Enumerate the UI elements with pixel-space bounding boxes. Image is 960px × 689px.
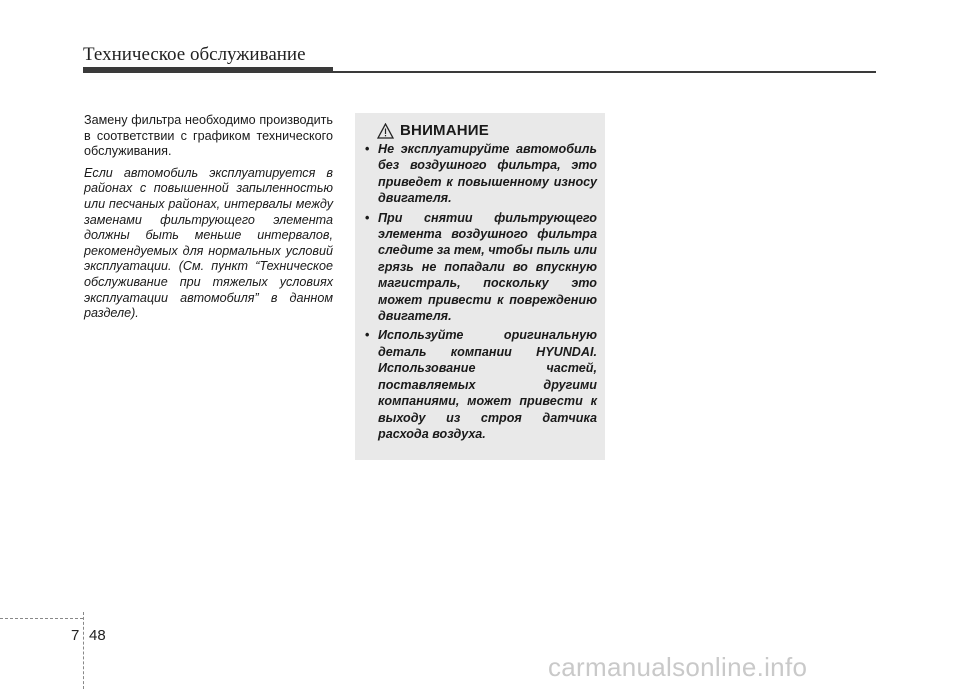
watermark-text: carmanualsonline.info xyxy=(548,652,808,682)
warning-box xyxy=(355,113,605,460)
warning-item: • Не эксплуатируйте автомобиль без воздушного фильтра, это приведет к повышенному износу двигателя. xyxy=(365,142,597,206)
crop-mark-vertical xyxy=(83,612,84,689)
header-rule-thin xyxy=(333,71,876,73)
paragraph-replacement-schedule: Замену фильтра необходимо производить в соответствии с графиком технического обслуживания. xyxy=(84,113,333,159)
header-rule-thick xyxy=(83,67,333,73)
page-number: 48 xyxy=(89,627,106,644)
warning-list xyxy=(365,141,597,442)
paragraph-dusty-conditions: Если автомобиль эксплуатируется в районах с повышенной запыленностью или песчаных районах, интервалы между заменами фильтрующего элемента должны быть меньше интервалов, рекомендуемых для нормальных условий эксплуатации. (См. пункт “Техническое обслуживание при тяжелых условиях эксплуатации автомобиля” в данном разделе). xyxy=(84,165,333,321)
warning-triangle-icon xyxy=(377,123,394,139)
warning-title: ВНИМАНИЕ xyxy=(400,122,489,139)
page-header-title: Техническое обслуживание xyxy=(83,44,306,65)
warning-item: • Используйте оригинальную деталь компании HYUNDAI. Использование частей, поставляемых другими компаниями, может привести к выходу из строя датчика расхода воздуха. xyxy=(365,328,597,441)
section-number: 7 xyxy=(71,627,80,644)
left-column xyxy=(84,113,333,328)
bullet-mark: • xyxy=(365,142,370,156)
bullet-mark: • xyxy=(365,210,370,225)
warning-item: • При снятии фильтрующего элемента воздушного фильтра следите за тем, чтобы пыль или грязь не попадали во впускную магистраль, поскольку это может привести к повреждению двигателя. xyxy=(365,210,597,324)
crop-mark-horizontal xyxy=(0,618,83,619)
warning-header xyxy=(377,122,597,139)
bullet-mark: • xyxy=(365,328,370,343)
